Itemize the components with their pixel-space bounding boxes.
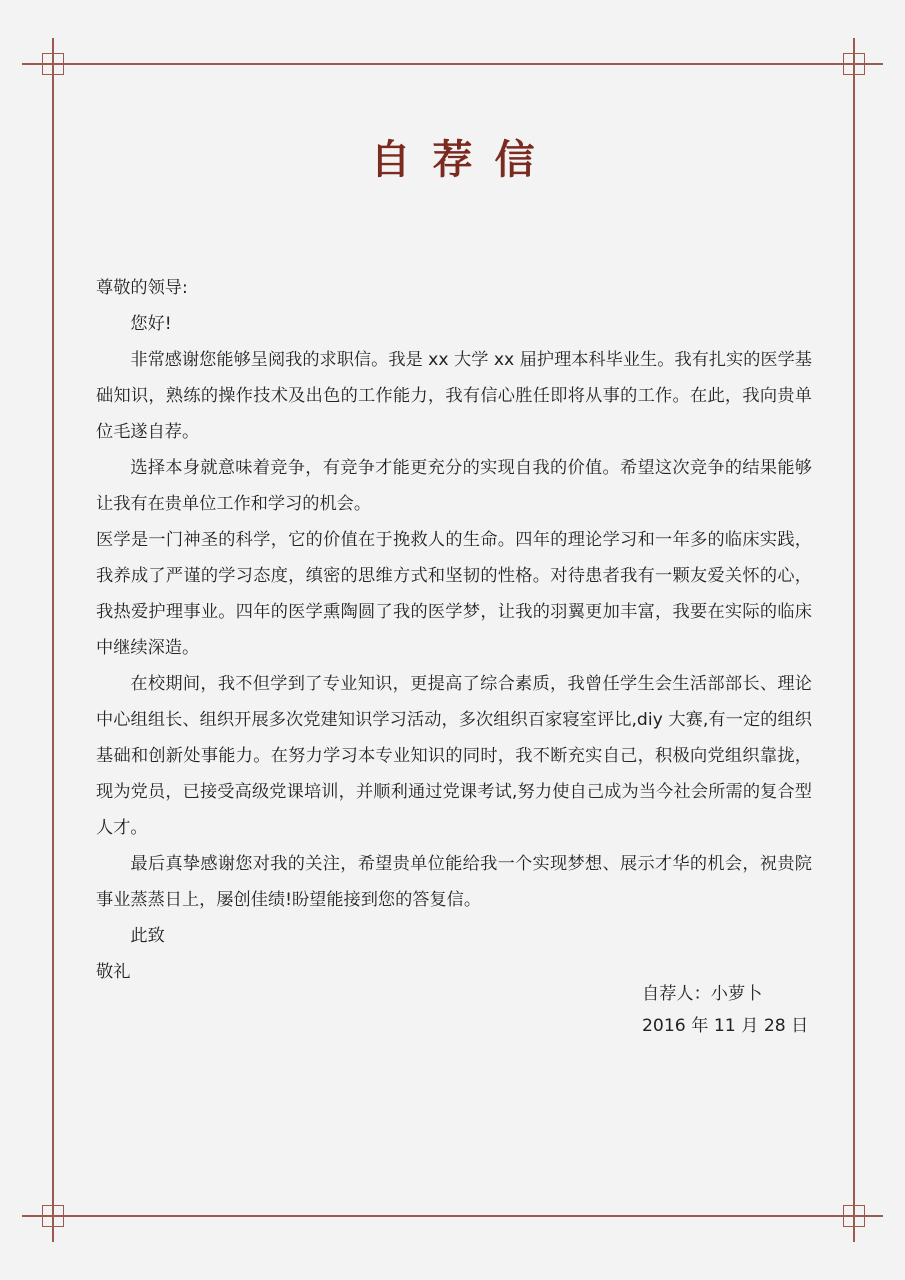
- letter-body: [96, 270, 812, 990]
- salutation: 尊敬的领导:: [96, 278, 188, 298]
- frame-left-line: [52, 38, 54, 1242]
- signer-line: 自荐人：小萝卜: [642, 984, 763, 1004]
- frame-right-line: [853, 38, 855, 1242]
- paragraph-5: 最后真挚感谢您对我的关注，希望贵单位能给我一个实现梦想、展示才华的机会，祝贵院事业蒸蒸日上，屡创佳绩!盼望能接到您的答复信。: [96, 854, 812, 910]
- paragraph-4: 在校期间，我不但学到了专业知识，更提高了综合素质，我曾任学生会生活部部长、理论中心组组长、组织开展多次党建知识学习活动，多次组织百家寝室评比,diy 大赛,有一定的组织基础和创新处事能力。在努力学习本专业知识的同时，我不断充实自己，积极向党组织靠拢，现为党员，已接受高级党课培训，并顺利通过党课考试,努力使自己成为当今社会所需的复合型人才。: [96, 674, 812, 838]
- frame-corner-top-left: [42, 53, 64, 75]
- frame-corner-bottom-left: [42, 1205, 64, 1227]
- greeting: 您好!: [130, 314, 172, 334]
- date-line: 2016 年 11 月 28 日: [642, 1016, 809, 1036]
- frame-corner-top-right: [843, 53, 865, 75]
- closing-jing-li: 敬礼: [96, 962, 131, 982]
- letter-title: 自荐信: [370, 137, 557, 183]
- frame-bottom-line: [22, 1215, 883, 1217]
- frame-top-line: [22, 63, 883, 65]
- closing-ci-zhi: 此致: [130, 926, 165, 946]
- paragraph-1: 非常感谢您能够呈阅我的求职信。我是 xx 大学 xx 届护理本科毕业生。我有扎实的医学基础知识，熟练的操作技术及出色的工作能力，我有信心胜任即将从事的工作。在此，我向贵单位毛遂自荐。: [96, 350, 812, 442]
- paragraph-3: 医学是一门神圣的科学，它的价值在于挽救人的生命。四年的理论学习和一年多的临床实践，我养成了严谨的学习态度，缜密的思维方式和坚韧的性格。对待患者我有一颗友爱关怀的心，我热爱护理事业。四年的医学熏陶圆了我的医学梦，让我的羽翼更加丰富，我要在实际的临床中继续深造。: [96, 530, 812, 658]
- frame-corner-bottom-right: [843, 1205, 865, 1227]
- paragraph-2: 选择本身就意味着竞争，有竞争才能更充分的实现自我的价值。希望这次竞争的结果能够让我有在贵单位工作和学习的机会。: [96, 458, 812, 514]
